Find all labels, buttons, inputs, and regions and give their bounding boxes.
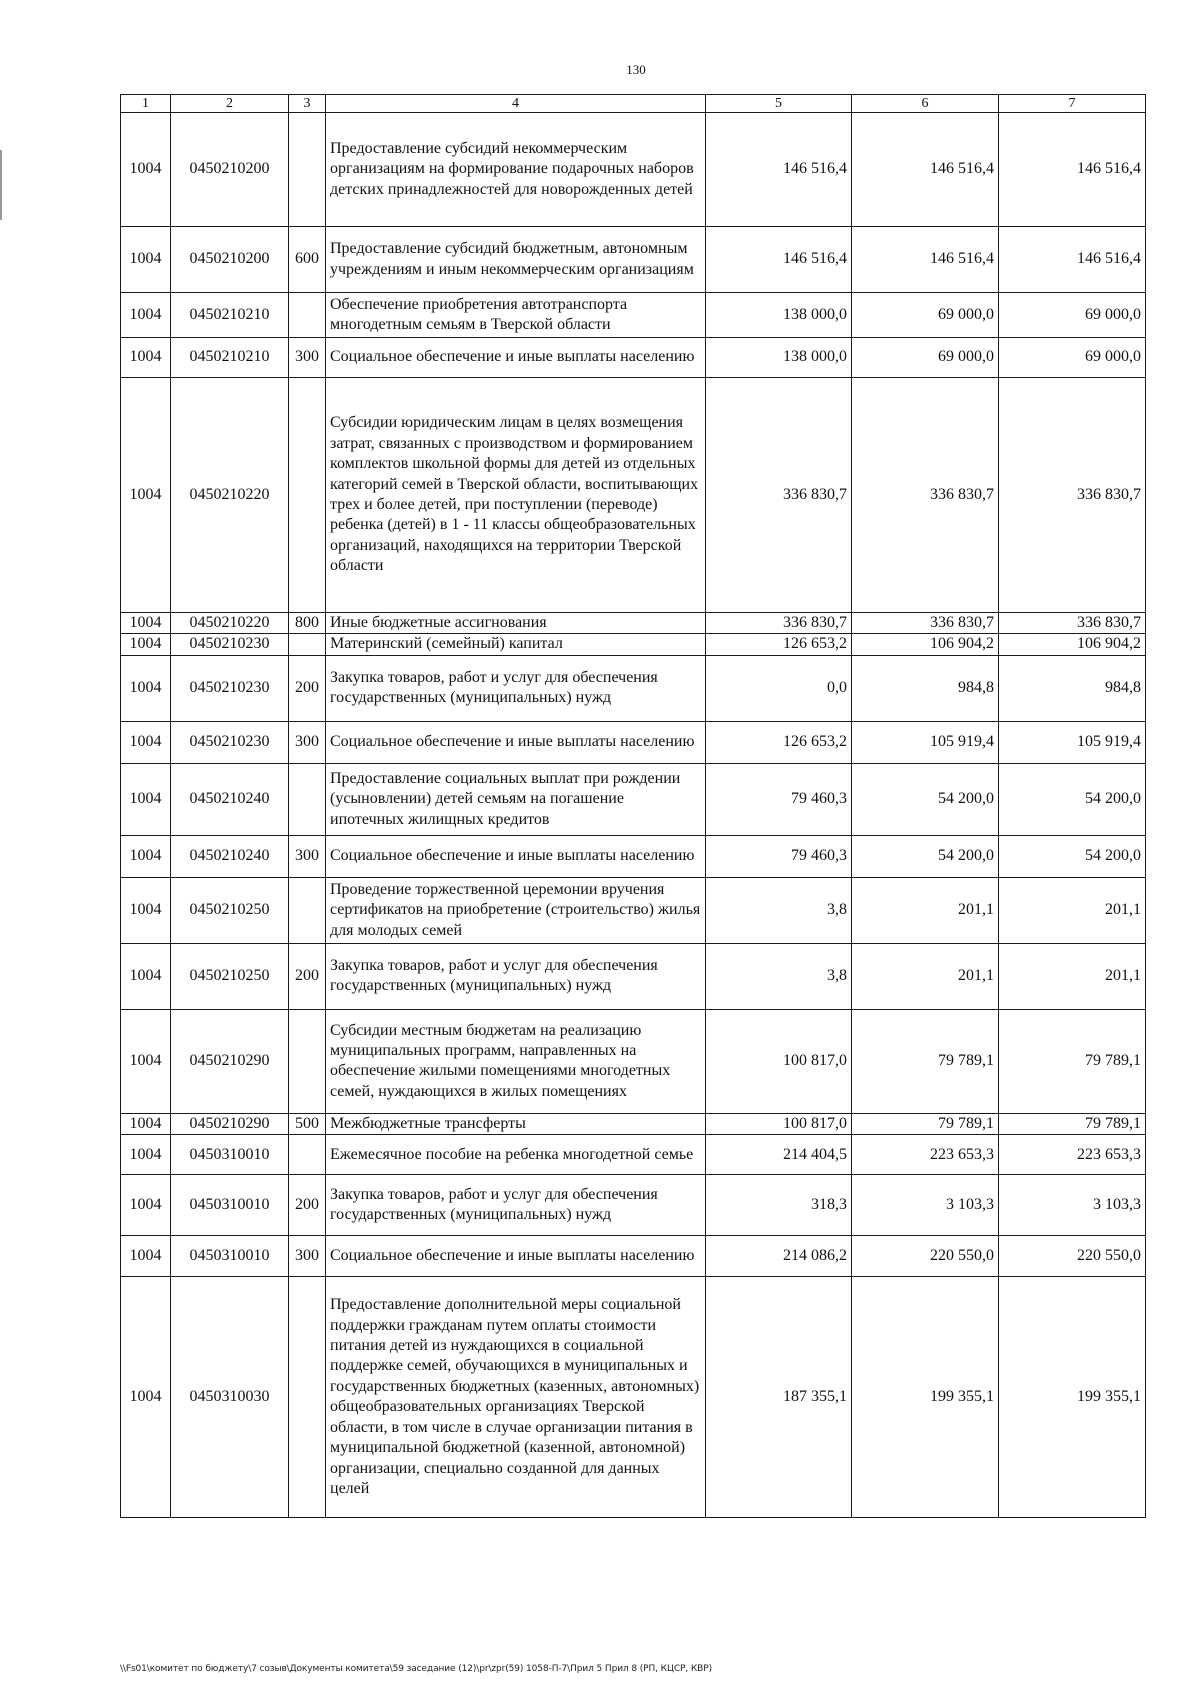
item-name: Межбюджетные трансферты [326,1113,706,1134]
amount-year-2: 223 653,3 [852,1135,999,1175]
section-code: 1004 [121,1113,171,1134]
table-row [121,378,1146,613]
amount-year-3: 105 919,4 [999,721,1146,763]
amount-year-2: 54 200,0 [852,835,999,877]
expense-type-code: 500 [289,1113,326,1134]
amount-year-1: 146 516,4 [706,113,852,227]
amount-year-3: 79 789,1 [999,1113,1146,1134]
target-article-code: 0450210240 [171,763,289,835]
amount-year-2: 105 919,4 [852,721,999,763]
header-row [121,95,1146,113]
column-header-1: 1 [121,95,171,113]
expense-type-code [289,763,326,835]
amount-year-1: 138 000,0 [706,338,852,378]
amount-year-3: 984,8 [999,655,1146,721]
table-row [121,1236,1146,1277]
item-name: Социальное обеспечение и иные выплаты населению [326,721,706,763]
amount-year-1: 318,3 [706,1175,852,1236]
item-name: Проведение торжественной церемонии вручения сертификатов на приобретение (строительство) жилья для молодых семей [326,877,706,943]
amount-year-1: 126 653,2 [706,721,852,763]
column-header-6: 6 [852,95,999,113]
column-header-2: 2 [171,95,289,113]
expense-type-code [289,1009,326,1113]
section-code: 1004 [121,877,171,943]
section-code: 1004 [121,835,171,877]
amount-year-2: 984,8 [852,655,999,721]
amount-year-1: 100 817,0 [706,1009,852,1113]
table-row [121,1009,1146,1113]
item-name: Предоставление дополнительной меры социальной поддержки гражданам путем оплаты стоимости питания детей из нуждающихся в социальной поддержке семей, обучающихся в муниципальных и государственных бюджетных (казенных, автономных) общеобразовательных организациях Тверской области, в том числе в случае организации питания в муниципальной бюджетной (казенной, автономной) организации, специально созданной для данных целей [326,1277,706,1518]
target-article-code: 0450210210 [171,338,289,378]
target-article-code: 0450210290 [171,1009,289,1113]
amount-year-2: 54 200,0 [852,763,999,835]
amount-year-1: 79 460,3 [706,763,852,835]
target-article-code: 0450210200 [171,227,289,293]
expense-type-code [289,634,326,655]
amount-year-3: 223 653,3 [999,1135,1146,1175]
amount-year-1: 214 404,5 [706,1135,852,1175]
amount-year-2: 199 355,1 [852,1277,999,1518]
amount-year-3: 3 103,3 [999,1175,1146,1236]
amount-year-3: 220 550,0 [999,1236,1146,1277]
amount-year-3: 201,1 [999,877,1146,943]
expense-type-code [289,877,326,943]
amount-year-1: 79 460,3 [706,835,852,877]
table-row [121,943,1146,1009]
item-name: Материнский (семейный) капитал [326,634,706,655]
table-row [121,338,1146,378]
target-article-code: 0450210290 [171,1113,289,1134]
amount-year-3: 69 000,0 [999,338,1146,378]
table-row [121,1277,1146,1518]
amount-year-2: 79 789,1 [852,1113,999,1134]
amount-year-2: 201,1 [852,943,999,1009]
target-article-code: 0450310010 [171,1175,289,1236]
section-code: 1004 [121,1236,171,1277]
table-row [121,227,1146,293]
item-name: Субсидии местным бюджетам на реализацию муниципальных программ, направленных на обеспечение жилыми помещениями многодетных семей, нуждающихся в жилых помещениях [326,1009,706,1113]
amount-year-3: 54 200,0 [999,835,1146,877]
expense-type-code: 300 [289,835,326,877]
target-article-code: 0450210230 [171,721,289,763]
expense-type-code: 200 [289,943,326,1009]
target-article-code: 0450210210 [171,293,289,338]
expense-type-code: 300 [289,721,326,763]
target-article-code: 0450210230 [171,655,289,721]
amount-year-3: 201,1 [999,943,1146,1009]
column-header-3: 3 [289,95,326,113]
expense-type-code: 300 [289,1236,326,1277]
item-name: Предоставление субсидий бюджетным, автономным учреждениям и иным некоммерческим организациям [326,227,706,293]
section-code: 1004 [121,1277,171,1518]
expense-type-code [289,1277,326,1518]
amount-year-3: 336 830,7 [999,613,1146,634]
file-path-footer: \\Fs01\комитет по бюджету\7 созыв\Документы комитета\59 заседание (12)\pr\zpr(59) 1058-П-7\Прил 5 Прил 8 (РП, КЦСР, КВР) [120,1664,712,1674]
table-row [121,1113,1146,1134]
amount-year-3: 106 904,2 [999,634,1146,655]
amount-year-2: 201,1 [852,877,999,943]
amount-year-2: 146 516,4 [852,227,999,293]
amount-year-1: 336 830,7 [706,378,852,613]
item-name: Закупка товаров, работ и услуг для обеспечения государственных (муниципальных) нужд [326,655,706,721]
table-body [121,113,1146,1518]
section-code: 1004 [121,721,171,763]
target-article-code: 0450210250 [171,943,289,1009]
section-code: 1004 [121,1135,171,1175]
item-name: Социальное обеспечение и иные выплаты населению [326,1236,706,1277]
amount-year-1: 214 086,2 [706,1236,852,1277]
section-code: 1004 [121,655,171,721]
section-code: 1004 [121,613,171,634]
section-code: 1004 [121,1175,171,1236]
amount-year-2: 336 830,7 [852,613,999,634]
table-row [121,877,1146,943]
column-header-5: 5 [706,95,852,113]
amount-year-2: 106 904,2 [852,634,999,655]
item-name: Социальное обеспечение и иные выплаты населению [326,338,706,378]
expense-type-code [289,378,326,613]
expense-type-code: 300 [289,338,326,378]
table-row [121,113,1146,227]
expense-type-code: 200 [289,655,326,721]
target-article-code: 0450310010 [171,1135,289,1175]
amount-year-3: 336 830,7 [999,378,1146,613]
table-row [121,293,1146,338]
section-code: 1004 [121,227,171,293]
section-code: 1004 [121,293,171,338]
target-article-code: 0450210220 [171,378,289,613]
section-code: 1004 [121,763,171,835]
target-article-code: 0450310030 [171,1277,289,1518]
item-name: Субсидии юридическим лицам в целях возмещения затрат, связанных с производством и формированием комплектов школьной формы для детей из отдельных категорий семей в Тверской области, воспитывающих трех и более детей, при поступлении (переводе) ребенка (детей) в 1 - 11 классы общеобразовательных организаций, находящихся на территории Тверской области [326,378,706,613]
section-code: 1004 [121,943,171,1009]
expense-type-code: 200 [289,1175,326,1236]
page-number: 130 [626,62,646,77]
amount-year-3: 54 200,0 [999,763,1146,835]
item-name: Предоставление социальных выплат при рождении (усыновлении) детей семьям на погашение ипотечных жилищных кредитов [326,763,706,835]
expense-type-code [289,113,326,227]
item-name: Иные бюджетные ассигнования [326,613,706,634]
table-row [121,613,1146,634]
amount-year-3: 199 355,1 [999,1277,1146,1518]
amount-year-1: 3,8 [706,877,852,943]
amount-year-2: 79 789,1 [852,1009,999,1113]
expense-type-code [289,1135,326,1175]
amount-year-3: 69 000,0 [999,293,1146,338]
item-name: Социальное обеспечение и иные выплаты населению [326,835,706,877]
table-row [121,1135,1146,1175]
budget-table [120,94,1146,1518]
amount-year-3: 146 516,4 [999,113,1146,227]
amount-year-2: 336 830,7 [852,378,999,613]
amount-year-1: 126 653,2 [706,634,852,655]
column-header-4: 4 [326,95,706,113]
section-code: 1004 [121,378,171,613]
table-row [121,835,1146,877]
item-name: Обеспечение приобретения автотранспорта многодетным семьям в Тверской области [326,293,706,338]
amount-year-1: 138 000,0 [706,293,852,338]
amount-year-2: 220 550,0 [852,1236,999,1277]
target-article-code: 0450210220 [171,613,289,634]
table-row [121,655,1146,721]
item-name: Закупка товаров, работ и услуг для обеспечения государственных (муниципальных) нужд [326,943,706,1009]
amount-year-2: 69 000,0 [852,293,999,338]
section-code: 1004 [121,113,171,227]
item-name: Закупка товаров, работ и услуг для обеспечения государственных (муниципальных) нужд [326,1175,706,1236]
column-header-7: 7 [999,95,1146,113]
target-article-code: 0450210240 [171,835,289,877]
expense-type-code: 800 [289,613,326,634]
item-name: Ежемесячное пособие на ребенка многодетной семье [326,1135,706,1175]
amount-year-1: 336 830,7 [706,613,852,634]
amount-year-3: 79 789,1 [999,1009,1146,1113]
amount-year-2: 146 516,4 [852,113,999,227]
amount-year-3: 146 516,4 [999,227,1146,293]
section-code: 1004 [121,1009,171,1113]
amount-year-1: 3,8 [706,943,852,1009]
expense-type-code [289,293,326,338]
table-row [121,763,1146,835]
scan-edge-mark [0,150,2,220]
table-row [121,721,1146,763]
expense-type-code: 600 [289,227,326,293]
target-article-code: 0450210200 [171,113,289,227]
amount-year-1: 0,0 [706,655,852,721]
target-article-code: 0450210250 [171,877,289,943]
amount-year-2: 3 103,3 [852,1175,999,1236]
item-name: Предоставление субсидий некоммерческим организациям на формирование подарочных наборов детских принадлежностей для новорожденных детей [326,113,706,227]
amount-year-1: 100 817,0 [706,1113,852,1134]
table-row [121,634,1146,655]
section-code: 1004 [121,338,171,378]
section-code: 1004 [121,634,171,655]
amount-year-1: 146 516,4 [706,227,852,293]
amount-year-1: 187 355,1 [706,1277,852,1518]
table-row [121,1175,1146,1236]
amount-year-2: 69 000,0 [852,338,999,378]
target-article-code: 0450310010 [171,1236,289,1277]
target-article-code: 0450210230 [171,634,289,655]
